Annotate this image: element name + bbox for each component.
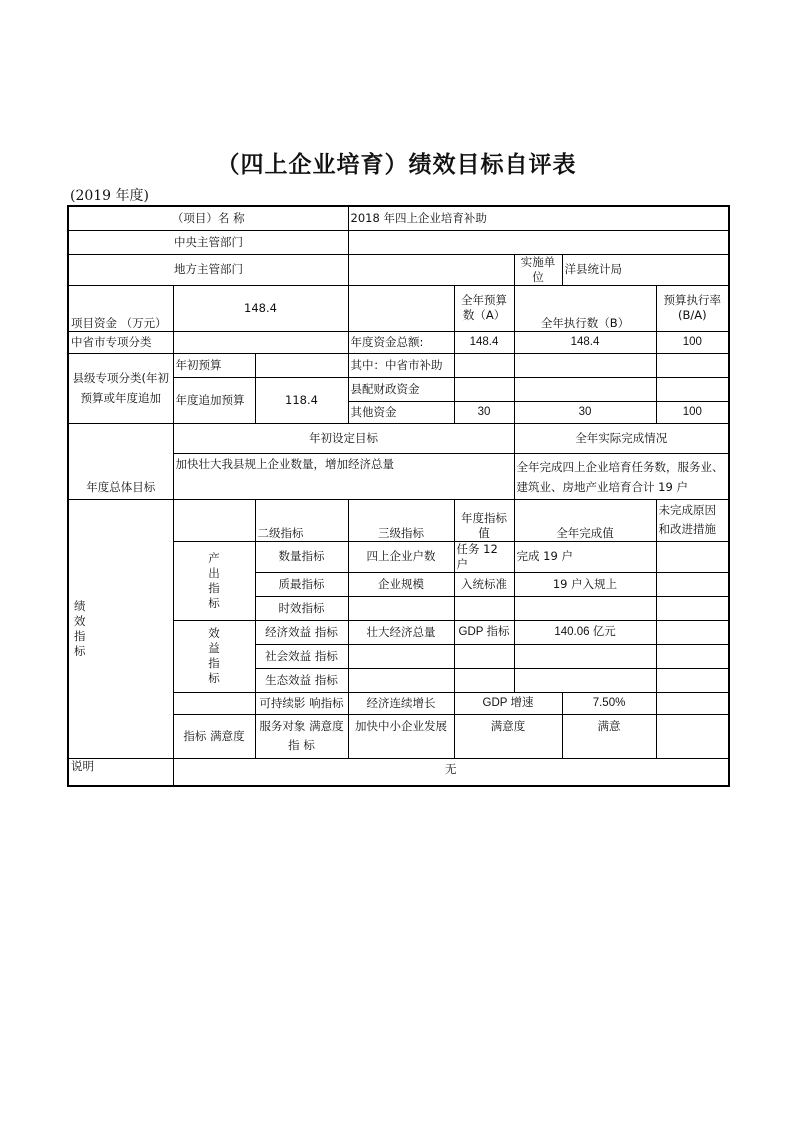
econ-actual: 140.06 亿元 <box>514 620 656 644</box>
local-dept-label: 地方主管部门 <box>68 254 348 285</box>
empty-cell <box>514 353 656 377</box>
note-label: 说明 <box>68 758 173 786</box>
quantity-l3: 四上企业户数 <box>348 541 454 572</box>
quality-target: 入统标准 <box>454 572 514 596</box>
eco-label: 生态效益 指标 <box>255 668 348 692</box>
empty-cell <box>348 644 454 668</box>
other-rate: 100 <box>656 401 729 423</box>
row-funds <box>68 285 729 331</box>
province-label: 中省市专项分类 <box>68 331 173 353</box>
econ-target: GDP 指标 <box>454 620 514 644</box>
h-level2: 二级指标 <box>255 499 348 541</box>
page-title: （四上企业培育）绩效目标自评表 <box>216 152 577 178</box>
satisfaction-label: 指标 满意度 <box>173 714 255 758</box>
county-fin-label: 县配财政资金 <box>348 377 454 401</box>
empty-cell <box>656 572 729 596</box>
empty-cell <box>656 668 729 692</box>
output-label <box>173 541 255 620</box>
empty-cell <box>173 499 255 541</box>
h-reason: 未完成原因和改进措施 <box>656 499 729 541</box>
funds-label: 项目资金 （万元） <box>68 285 173 331</box>
project-name-label: （项目）名 称 <box>68 206 348 230</box>
evaluation-table <box>67 205 730 787</box>
empty-cell <box>454 644 514 668</box>
central-dept-label: 中央主管部门 <box>68 230 348 254</box>
quantity-actual: 完成 19 户 <box>514 541 656 572</box>
total-budget: 148.4 <box>454 331 514 353</box>
budget-header: 全年预算数（A） <box>454 285 514 331</box>
province-empty <box>173 331 348 353</box>
indicators-label-text: 绩效指标 <box>74 598 86 658</box>
sustain-l3: 经济连续增长 <box>348 692 454 714</box>
rate-header: 预算执行率(B/A) <box>656 285 729 331</box>
empty-cell <box>514 668 656 692</box>
goal-set-text: 加快壮大我县规上企业数量，增加经济总量 <box>173 453 514 499</box>
h-target: 年度指标值 <box>454 499 514 541</box>
indicators-label <box>68 499 173 758</box>
empty-cell <box>454 353 514 377</box>
econ-label: 经济效益 指标 <box>255 620 348 644</box>
quantity-target: 任务 12 户 <box>454 541 514 572</box>
quality-actual: 19 户入规上 <box>514 572 656 596</box>
service-actual: 满意 <box>562 714 656 758</box>
sustain-label: 可持续影 响指标 <box>255 692 348 714</box>
empty-cell <box>348 668 454 692</box>
social-label: 社会效益 指标 <box>255 644 348 668</box>
central-dept-value <box>348 230 729 254</box>
sustain-actual: 7.50% <box>562 692 656 714</box>
impl-unit-value: 洋县统计局 <box>562 254 729 285</box>
empty-cell <box>454 596 514 620</box>
other-exec: 30 <box>514 401 656 423</box>
benefit-label <box>173 620 255 692</box>
empty-cell <box>656 596 729 620</box>
empty-cell <box>514 596 656 620</box>
local-dept-value <box>348 254 514 285</box>
benefit-label-text: 效益指标 <box>208 626 220 685</box>
other-budget: 30 <box>454 401 514 423</box>
project-name-value: 2018 年四上企业培育补助 <box>348 206 729 230</box>
total-exec: 148.4 <box>514 331 656 353</box>
output-label-text: 产出指标 <box>208 550 220 610</box>
province-sub-label: 其中：中省市补助 <box>348 353 454 377</box>
h-actual: 全年完成值 <box>514 499 656 541</box>
empty-cell <box>656 714 729 758</box>
row-initial-budget <box>68 353 729 377</box>
service-target: 满意度 <box>454 714 562 758</box>
row-indicator-headers <box>68 499 729 541</box>
empty-cell <box>454 377 514 401</box>
empty-cell <box>454 668 514 692</box>
empty-cell <box>656 620 729 644</box>
econ-l3: 壮大经济总量 <box>348 620 454 644</box>
empty-cell <box>514 377 656 401</box>
row-local-dept <box>68 254 729 285</box>
total-rate: 100 <box>656 331 729 353</box>
empty-cell <box>514 644 656 668</box>
time-label: 时效指标 <box>255 596 348 620</box>
service-l3: 加快中小企业发展 <box>348 714 454 758</box>
empty-cell <box>656 692 729 714</box>
initial-budget-label: 年初预算 <box>173 353 255 377</box>
quality-l3: 企业规模 <box>348 572 454 596</box>
goal-actual-header: 全年实际完成情况 <box>514 423 729 453</box>
goal-set-header: 年初设定目标 <box>173 423 514 453</box>
quantity-label: 数量指标 <box>255 541 348 572</box>
row-goal-headers <box>68 423 729 453</box>
annual-goal-label: 年度总体目标 <box>68 423 173 499</box>
total-label: 年度资金总额: <box>348 331 454 353</box>
row-central-dept <box>68 230 729 254</box>
h-level3: 三级指标 <box>348 499 454 541</box>
empty-cell <box>656 353 729 377</box>
year-label: (2019 年度) <box>70 188 150 204</box>
funds-amount: 148.4 <box>173 285 348 331</box>
exec-header: 全年执行数（B） <box>514 285 656 331</box>
added-budget-value: 118.4 <box>255 377 348 423</box>
empty-cell <box>348 596 454 620</box>
empty-cell <box>656 541 729 572</box>
empty-cell <box>656 644 729 668</box>
row-province <box>68 331 729 353</box>
added-budget-label: 年度追加预算 <box>173 377 255 423</box>
county-label: 县级专项分类(年初预算或年度追加 <box>68 353 173 423</box>
quality-label: 质最指标 <box>255 572 348 596</box>
goal-actual-text: 全年完成四上企业培育任务数，服务业、建筑业、房地产业培育合计 19 户 <box>514 453 729 499</box>
impl-unit-label: 实施单位 <box>514 254 562 285</box>
service-label: 服务对象 满意度指 标 <box>255 714 348 758</box>
empty-cell <box>656 377 729 401</box>
other-label: 其他资金 <box>348 401 454 423</box>
row-project-name <box>68 206 729 230</box>
row-note <box>68 758 729 786</box>
initial-budget-value <box>255 353 348 377</box>
empty-cell <box>173 692 255 714</box>
note-value: 无 <box>173 758 729 786</box>
sustain-target: GDP 增速 <box>454 692 562 714</box>
funds-empty <box>348 285 454 331</box>
